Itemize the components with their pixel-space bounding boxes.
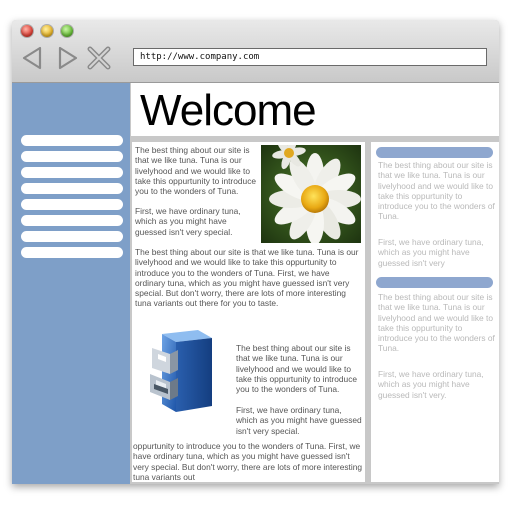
sidebar-item-5[interactable]: [21, 199, 123, 210]
close-x-icon[interactable]: [86, 46, 112, 70]
sidebar-item-2[interactable]: [21, 151, 123, 162]
sidebar: [12, 83, 130, 484]
forward-arrow-icon[interactable]: [56, 46, 80, 70]
right-column: [371, 142, 499, 482]
browser-toolbar: [12, 20, 499, 83]
back-arrow-icon[interactable]: [20, 46, 44, 70]
sidebar-item-6[interactable]: [21, 215, 123, 226]
right-block-1-paragraph-2: First, we have ordinary tuna, which as you might have guessed isn't very: [378, 237, 484, 268]
url-input[interactable]: http://www.company.com: [133, 48, 487, 66]
right-block-2-header: [376, 277, 493, 288]
daisy-flower-image: [261, 145, 361, 243]
content-paragraph-4: The best thing about our site is that we like tuna. Tuna is our livelyhood and we would like to take this oppurtunity to introduce you to the wonders of Tuna.: [236, 343, 358, 395]
content-paragraph-1: The best thing about our site is that we like tuna. Tuna is our livelyhood and we would like to take this oppurtunity to introduce you to the wonders of Tuna.: [135, 145, 257, 197]
page-header: [131, 83, 499, 136]
maximize-window-button[interactable]: [61, 25, 73, 37]
sidebar-item-3[interactable]: [21, 167, 123, 178]
content-paragraph-5: First, we have ordinary tuna, which as you might have guessed isn't very special.: [236, 405, 362, 436]
sidebar-item-8[interactable]: [21, 247, 123, 258]
browser-window: [12, 20, 499, 484]
main-content: [132, 142, 365, 482]
minimize-window-button[interactable]: [41, 25, 53, 37]
sidebar-item-4[interactable]: [21, 183, 123, 194]
right-block-1-paragraph-1: The best thing about our site is that we like tuna. Tuna is our livelyhood and we would like to take this oppurtunity to introduce you to the wonders of Tuna.: [378, 160, 495, 222]
page-title: Welcome: [140, 86, 316, 135]
right-block-1-header: [376, 147, 493, 158]
right-block-2-paragraph-1: The best thing about our site is that we like tuna. Tuna is our livelyhood and we would like to take this oppurtunity to introduce you to the wonders of Tuna.: [378, 292, 495, 354]
content-paragraph-2: First, we have ordinary tuna, which as you might have guessed isn't very special.: [135, 206, 241, 237]
file-cabinet-icon: [148, 328, 218, 414]
right-block-2-paragraph-2: First, we have ordinary tuna, which as you might have guessed isn't very.: [378, 369, 484, 400]
content-paragraph-3: The best thing about our site is that we like tuna. Tuna is our livelyhood and we would like to take this oppurtunity to introduce you to the wonders of Tuna. First, we have ordinary tuna, which as you might have guessed isn't very special. But don't worry, there are lots of more interesting tuna variants out there for you to taste.: [135, 247, 359, 309]
sidebar-item-7[interactable]: [21, 231, 123, 242]
content-paragraph-6: oppurtunity to introduce you to the wonders of Tuna. First, we have ordinary tuna, which as you might have guessed isn't very special. But don't worry, there are lots of more interesting tuna variants out: [133, 441, 363, 482]
sidebar-item-1[interactable]: [21, 135, 123, 146]
close-window-button[interactable]: [21, 25, 33, 37]
